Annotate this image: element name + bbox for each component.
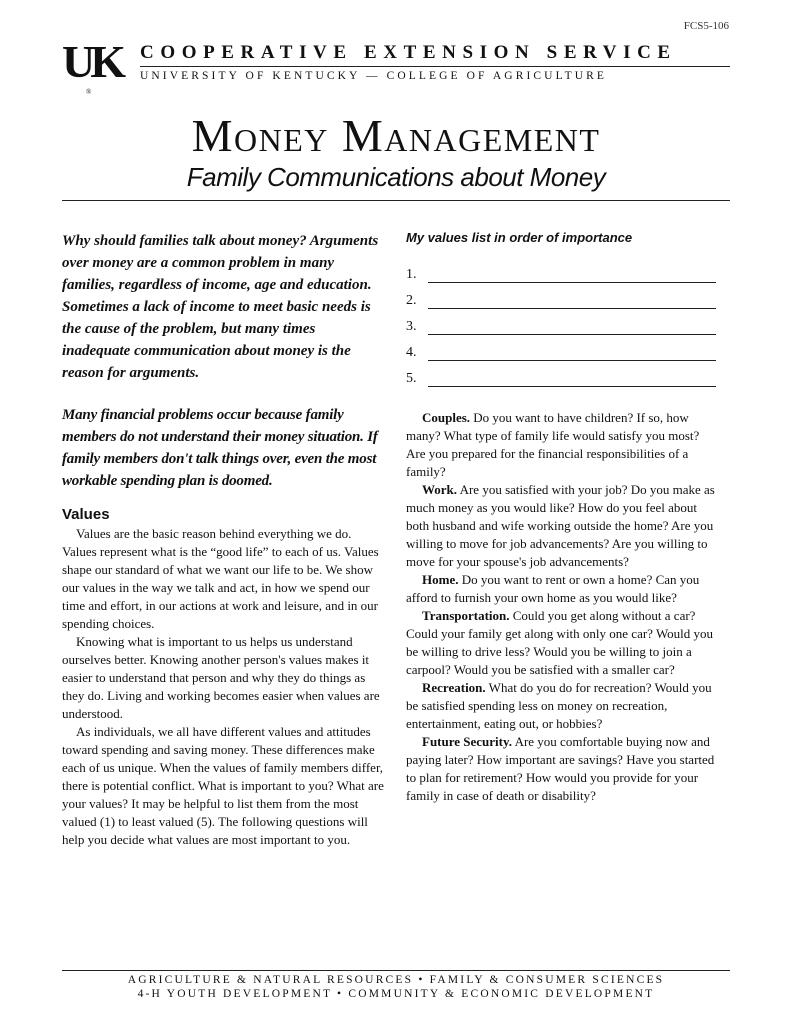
fill-in-line[interactable] bbox=[428, 292, 716, 309]
fill-in-line[interactable] bbox=[428, 344, 716, 361]
page-subtitle: Family Communications about Money bbox=[186, 162, 606, 192]
question-future-security bbox=[406, 733, 718, 805]
question-text: Could you get along without a car? Could your family get along with only one car? Would you be willing to drive less? Would you be willing to join a carpool? Would you be satisfied with a smaller car? bbox=[406, 608, 714, 677]
question-text: Do you want to have children? If so, how many? What type of family life would satisfy you most? Are you prepared for the financial responsibilities of a family? bbox=[406, 410, 700, 479]
university-name: UNIVERSITY OF KENTUCKY — COLLEGE OF AGRICULTURE bbox=[140, 70, 608, 82]
left-column bbox=[62, 230, 384, 849]
values-paragraph-1: Values are the basic reason behind everything we do. Values represent what is the “good life” to each of us. Values shape our standard of what we want our life to be. We show our values in the way we talk and act, in how we spend our time and effort, in our actions at work and leisure, and in our spending choices. bbox=[62, 526, 379, 631]
values-paragraph-3: As individuals, we all have different values and attitudes toward spending and saving money. These differences make each of us unique. When the values of family members differ, there is potential conflict. What is important to you? What are your values? It may be helpful to list them from the most valued (1) to least valued (5). The following questions will help you decide what values are most important to you. bbox=[62, 724, 384, 847]
title-divider bbox=[62, 200, 730, 201]
question-lead: Work. bbox=[422, 482, 458, 497]
fill-in-line[interactable] bbox=[428, 318, 716, 335]
page-title: Money Management bbox=[191, 110, 601, 161]
question-text: What do you do for recreation? Would you be satisfied spending less on money on recreation, entertainment, eating out, or hobbies? bbox=[406, 680, 712, 731]
intro-paragraph-1: Why should families talk about money? Arguments over money are a common problem in many families, regardless of income, age and education. Sometimes a lack of income to meet basic needs is the cause of the problem, but many times inadequate communication about money is the reason for arguments. bbox=[62, 233, 379, 381]
question-work bbox=[406, 481, 718, 571]
question-lead: Recreation. bbox=[422, 680, 486, 695]
uk-logo-text: UK bbox=[62, 36, 121, 87]
intro-paragraph-2: Many financial problems occur because family members do not understand their money situation. If family members don't talk things over, even the most workable spending plan is doomed. bbox=[62, 407, 378, 489]
footer-divider bbox=[62, 970, 730, 971]
uk-logo bbox=[62, 36, 121, 96]
values-list-item bbox=[406, 257, 718, 283]
values-list bbox=[406, 257, 718, 387]
registered-mark: ® bbox=[86, 88, 92, 96]
masthead-divider bbox=[140, 66, 730, 67]
footer-line-2: 4-H YOUTH DEVELOPMENT • COMMUNITY & ECONOMIC DEVELOPMENT bbox=[137, 988, 655, 1000]
question-text: Do you want to rent or own a home? Can you afford to furnish your own home as you would like? bbox=[406, 572, 700, 605]
fill-in-line[interactable] bbox=[428, 370, 716, 387]
values-paragraph-2: Knowing what is important to us helps us understand ourselves better. Knowing another person's values makes it easier to understand that person and why they do things as they do. Living and working becomes easier when values are understood. bbox=[62, 634, 380, 721]
values-list-number: 4. bbox=[406, 345, 417, 360]
question-lead: Transportation. bbox=[422, 608, 510, 623]
values-list-number: 2. bbox=[406, 293, 417, 308]
question-lead: Future Security. bbox=[422, 734, 513, 749]
values-list-number: 1. bbox=[406, 267, 417, 282]
values-list-item bbox=[406, 335, 718, 361]
values-list-heading: My values list in order of importance bbox=[406, 230, 633, 245]
right-column bbox=[406, 230, 718, 805]
question-home bbox=[406, 571, 718, 607]
footer-line-1: AGRICULTURE & NATURAL RESOURCES • FAMILY & CONSUMER SCIENCES bbox=[127, 974, 665, 986]
question-lead: Home. bbox=[422, 572, 459, 587]
publication-code: FCS5-106 bbox=[683, 20, 729, 32]
question-lead: Couples. bbox=[422, 410, 471, 425]
question-recreation bbox=[406, 679, 718, 733]
question-transportation bbox=[406, 607, 718, 679]
question-text: Are you satisfied with your job? Do you make as much money as you would like? How do you feel about both husband and wife working outside the home? Are you willing to move for job advancements? Are you willing to move for your spouse's job advancements? bbox=[406, 482, 715, 569]
values-list-item bbox=[406, 309, 718, 335]
org-name: COOPERATIVE EXTENSION SERVICE bbox=[140, 42, 677, 63]
question-text: Are you comfortable buying now and paying later? How important are savings? Have you started to plan for retirement? How would you provide for your family in case of death or disability? bbox=[406, 734, 715, 803]
values-list-number: 3. bbox=[406, 319, 417, 334]
question-couples bbox=[406, 409, 718, 481]
fill-in-line[interactable] bbox=[428, 266, 716, 283]
values-list-item bbox=[406, 283, 718, 309]
values-list-number: 5. bbox=[406, 371, 417, 386]
values-list-item bbox=[406, 361, 718, 387]
section-heading-values: Values bbox=[62, 506, 110, 523]
masthead bbox=[62, 36, 730, 96]
